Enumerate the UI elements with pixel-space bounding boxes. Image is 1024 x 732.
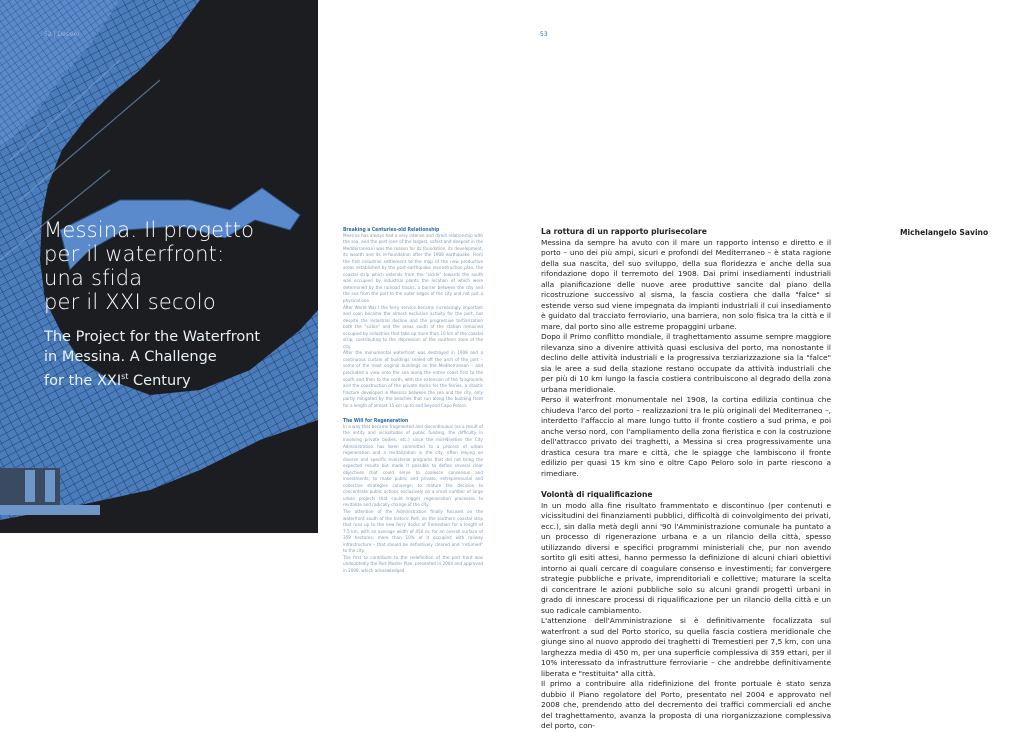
english-heading-1: Breaking a Centuries-old Relationship (343, 227, 440, 233)
english-translation-column (343, 227, 483, 575)
italian-paragraph: In un modo alla fine risultato frammentato e discontinuo (per contenuti e vicissitudini dei finanziamenti pubblici, difficoltà di coinvolgimento dei privati, ecc.), sin dalla metà degli anni '90 l'Amministrazione comunale ha puntato a un processo di rigenerazione urbana e a un rilancio della città, spesso utilizzando diversi e specifici programmi ministeriali che, pur non avendo sortito gli esiti attesi, hanno permesso la definizione di alcuni chiari obiettivi intorno ai quali cercare di coagulare consenso e investimenti; far convergere strategie pubbliche e private, imprenditoriali e collettive; maturare la scelta di concentrare le azioni pubbliche solo su alcuni grandi progetti urbani in grado di innescare processi di riqualificazione per un rilancio della città e un suo radicale cambiamento. (541, 500, 831, 615)
english-paragraph: After World War I the ferry service became increasingly important and soon became the almost exclusive activity for the port, but despite the industrial decline and the progressive tertiarization both the "sickle" and the areas south of the station remained occupied by industries that take up more than 10 km of the coastal strip, contributing to the depression of the southern zone of the city. (343, 305, 483, 350)
title-en-superscript: st (121, 372, 129, 381)
title-en-line: The Project for the Waterfront (44, 329, 261, 345)
title-it-line: Messina. Il progetto (44, 218, 255, 242)
english-paragraph: After the monumental waterfront was destroyed in 1908 and a continuous curtain of buildings sealed off the arch of the port – some of the most original buildings on the Mediterranean – and precluded a view onto the sea along the entire coast first to the south and then to the north, with the extension of the fairgrounds and the construction of the private docks for the ferries, a drastic fracture developed in Messina between the sea and the city, only partly mitigated by the beaches that run along the building front for a length of almost 15 km up to and beyond Capo Peloro. (343, 351, 483, 409)
italian-paragraph: Perso il waterfront monumentale nel 1908, la cortina edilizia continua che chiudeva l'arco del porto – realizzazioni tra le più originali del Mediterraneo –, interdetto l'affaccio al mare lungo tutto il fronte costiero a sud prima, e poi anche verso nord, con l'ampliamento della zona fieristica e con la costruzione dell'attracco privato dei traghetti, a Messina si crea progressivamente una drastica cesura tra mare e città, che le spiagge che lambiscono il fronte edilizio per quasi 15 km sino e oltre Capo Peloro solo in parte riescono a rimediare. (541, 395, 831, 478)
english-paragraph: The first to contribute to the redefinition of the port front was undoubtedly the Port Master Plan, presented in 2004 and approved in 2008, which acknowledged (343, 555, 483, 574)
italian-heading-2: Volontà di riqualificazione (541, 490, 653, 499)
italian-paragraph: Il primo a contribuire alla ridefinizione del fronte portuale è stato senza dubbio il Piano regolatore del Porto, presentato nel 2004 e approvato nel 2008 che, prendendo atto del decremento dei traffici commerciali ed anche del traghettamento, avanza la proposta di una riorganizzazione complessiva del porto, con- (541, 679, 831, 730)
title-it-line: per il XXI secolo (44, 290, 216, 314)
english-paragraph: In a way that became fragmented and discontinuous (as a result of the entity and vicissitudes of public funding, the difficulty in involving private bodies, etc.) since the mid-Nineties the City Administration has been committed to a process of urban regeneration and a revitalization in the city, often relying on diverse and specific ministerial programs that did not bring the expected results but made it possible to define several clear objectives that could serve to coalesce consensus and investments; to make public and private, entrepreneurial and collective strategies converge; to mature the decision to concentrate public actions exclusively on a small number of large urban projects that could trigger regeneration processes to revitalize and radically change of the city. (343, 424, 483, 509)
title-en-line (44, 367, 314, 391)
italian-paragraph: Dopo il Primo conflitto mondiale, il traghettamento assume sempre maggiore rilevanza sino a divenire attività quasi esclusiva del porto, ma nonostante il declino delle attività industriali e la progressiva terziarizzazione sia la "falce" sia le aree a sud della stazione restano occupate da attività industriali che per più di 10 km lungo la fascia costiera contribuiscono al degrado della zona urbana meridionale. (541, 332, 831, 394)
title-en-end: Century (128, 373, 191, 389)
left-page-folio: 52 | Dossier (44, 31, 80, 38)
italian-paragraph: Messina da sempre ha avuto con il mare un rapporto intenso e diretto e il porto – uno dei più ampi, sicuri e profondi del Mediterraneo – è stata ragione della sua nascita, del suo sviluppo, della sua floridezza e anche della sua rifondazione dopo il terremoto del 1908. Dai primi insediamenti industriali alla pianificazione delle nuove aree produttive sancite dal piano della ricostruzione successivo al sisma, la fascia costiera che dalla "falce" si estende verso sud viene impegnata da impianti industriali il cui insediamento è guidato dal tracciato ferroviario, una barriera, non solo fisica tra la città e il mare, dal porto sino alle estreme propaggini urbane. (541, 237, 831, 331)
english-heading-2: The Will for Regeneration (343, 418, 409, 425)
italian-article-column (541, 227, 831, 732)
article-title-english (44, 327, 314, 391)
aerial-map-image (0, 0, 318, 533)
right-page-folio: 53 (540, 31, 548, 38)
title-it-line: per il waterfront: (44, 242, 225, 266)
author-name: Michelangelo Savino (900, 228, 989, 237)
italian-heading-1: La rottura di un rapporto plurisecolare (541, 227, 707, 236)
article-title-italian (44, 218, 304, 314)
english-paragraph: Messina has always had a very intense and direct relationship with the sea, and the port (one of the largest, safest and deepest in the Mediterranean) was the reason for its foundation, its development, its wealth and its re-foundation after the 1908 earthquake. From the first industrial settlement to the map of the new productive areas established by the post-earthquake reconstruction plan, the coastal strip which extends from the "sickle" towards the south was occupied by industrial plants the location of which were determined by the railroad tracks, a barrier between the city and the sea from the port to the outer edges of the city and not just a physical one. (343, 233, 483, 305)
english-paragraph: The attention of the Administration finally focused on the waterfront south of the historic Port, on the southern coastal strip that runs up to the new ferry docks of Tremestieri for a length of 7.5 km, with an average width of 450 m, for an overall surface of 359 hectares, more than 10% of it occupied with railway infrastructure – that should be definitively cleared and "returned" to the city. (343, 509, 483, 555)
title-it-line: una sfida (44, 266, 143, 290)
italian-paragraph: L'attenzione dell'Amministrazione si è definitivamente focalizzata sul waterfront a sud del Porto storico, su quella fascia costiera meridionale che giunge sino al nuovo approdo dei traghetti di Tremestieri per 7,5 km, con una larghezza media di 450 m, per una superficie complessiva di 359 ettari, per il 10% interessato da infrastrutture ferroviarie – che andrebbe definitivamente liberata e "restituita" alla città. (541, 616, 831, 678)
left-page (0, 0, 512, 731)
title-en-last: for the XXI (44, 373, 122, 389)
title-en-line: in Messina. A Challenge (44, 349, 217, 365)
